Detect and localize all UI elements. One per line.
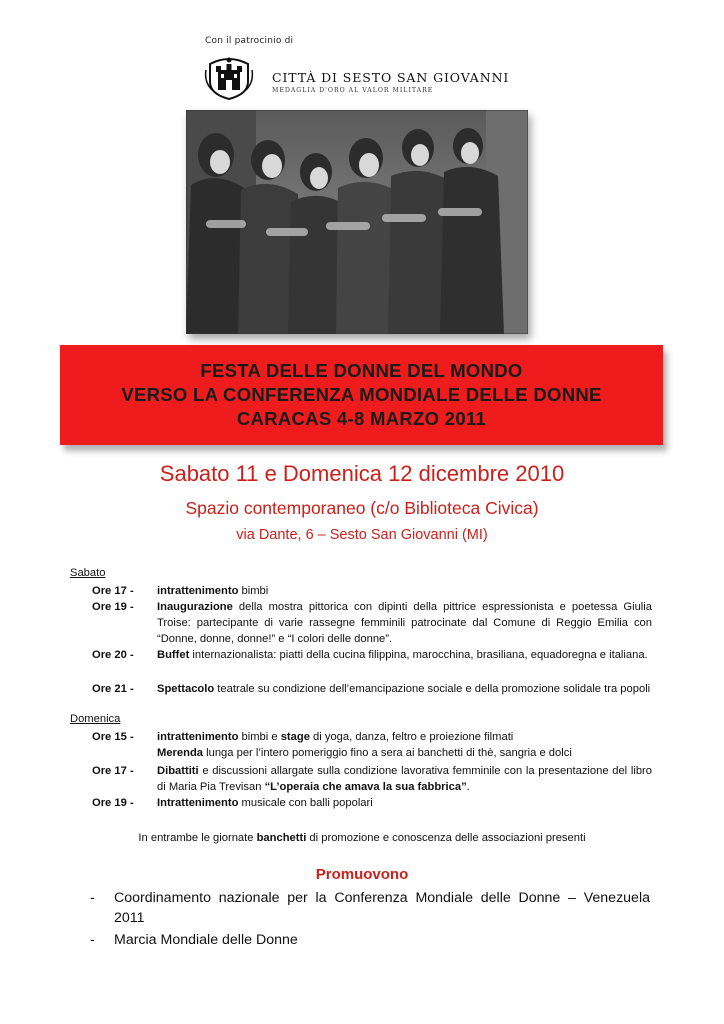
program-description	[157, 599, 652, 647]
program-description	[157, 681, 652, 697]
program-text: della mostra pittorica con dipinti della pittrice espressionista e poetessa Giulia Troise: partecipante di varie rassegne femminili patrocinate dal Comune di Reggio Emilia con “Donne, donne, donne!” e “I colori delle donne”.	[157, 601, 652, 645]
bullet-dash-icon: -	[90, 932, 95, 948]
associations-note-bold: banchetti	[256, 832, 307, 844]
program-lead: Dibattiti	[157, 765, 199, 777]
program-lead: Intrattenimento	[157, 797, 239, 809]
program-lead-2: “L’operaia che amava la sua fabbrica”	[264, 781, 467, 793]
city-crest-icon	[204, 56, 254, 100]
historical-photo-icon	[186, 110, 528, 334]
promoters-heading: Promuovono	[315, 866, 409, 883]
associations-note	[0, 832, 724, 844]
patrocinio-label: Con il patrocinio di	[205, 36, 294, 46]
program-description	[157, 583, 652, 599]
program-time: Ore 21 -	[92, 683, 134, 695]
program-description	[157, 647, 652, 663]
promoter-item	[90, 888, 650, 928]
program-text-2: di yoga, danza, feltro e proiezione filmati	[309, 731, 514, 743]
banner-line-2: VERSO LA CONFERENZA MONDIALE DELLE DONNE	[121, 384, 602, 405]
city-name: CITTÀ DI SESTO SAN GIOVANNI	[272, 70, 510, 85]
sunday-label: Domenica	[70, 713, 121, 725]
event-venue: Spazio contemporaneo (c/o Biblioteca Civica)	[185, 498, 539, 518]
program-lead: intrattenimento	[157, 731, 239, 743]
event-photo	[186, 110, 528, 334]
program-description	[157, 745, 652, 761]
associations-note-post: di promozione e conoscenza delle associazioni presenti	[306, 832, 586, 844]
program-time: Ore 19 -	[92, 601, 134, 613]
event-dates: Sabato 11 e Domenica 12 dicembre 2010	[159, 461, 565, 486]
city-subtitle: MEDAGLIA D'ORO AL VALOR MILITARE	[272, 87, 434, 94]
program-text: musicale con balli popolari	[238, 797, 373, 809]
promoter-item	[90, 930, 650, 950]
bullet-dash-icon: -	[90, 890, 95, 906]
saturday-label: Sabato	[70, 567, 106, 579]
program-lead: intrattenimento	[157, 585, 239, 597]
program-description	[157, 795, 652, 811]
event-address: via Dante, 6 – Sesto San Giovanni (MI)	[236, 527, 488, 543]
program-lead: Spettacolo	[157, 683, 215, 695]
banner-line-3: CARACAS 4-8 MARZO 2011	[236, 408, 487, 429]
program-text: teatrale su condizione dell’emancipazione sociale e della promozione solidale tra popoli	[214, 683, 651, 695]
program-time: Ore 17 -	[92, 585, 134, 597]
program-lead: Buffet	[157, 649, 190, 661]
program-text: internazionalista: piatti della cucina filippina, marocchina, brasiliana, equadoregna e italiana.	[189, 649, 648, 661]
program-lead: Inaugurazione	[157, 601, 233, 613]
banner-line-1: FESTA DELLE DONNE DEL MONDO	[200, 360, 523, 381]
program-text: bimbi e	[238, 731, 281, 743]
program-text: e discussioni allargate sulla condizione lavorativa femminile con la presentazione del libro di Maria Pia Trevisan	[157, 765, 652, 793]
program-description	[157, 763, 652, 795]
program-text: bimbi	[238, 585, 269, 597]
program-time: Ore 17 -	[92, 765, 134, 777]
program-time: Ore 15 -	[92, 731, 134, 743]
program-text-2: .	[466, 781, 470, 793]
program-lead-2: stage	[280, 731, 310, 743]
program-text: lunga per l’intero pomeriggio fino a sera ai banchetti di thè, sangria e dolci	[203, 747, 572, 759]
program-lead: Merenda	[157, 747, 204, 759]
associations-note-pre: In entrambe le giornate	[138, 832, 257, 844]
program-time: Ore 19 -	[92, 797, 134, 809]
promoter-name: Coordinamento nazionale per la Conferenza Mondiale delle Donne – Venezuela 2011	[114, 890, 650, 926]
promoters-list	[90, 888, 650, 952]
title-banner	[60, 345, 663, 445]
program-description	[157, 729, 652, 745]
promoter-name: Marcia Mondiale delle Donne	[114, 932, 298, 948]
program-time: Ore 20 -	[92, 649, 134, 661]
city-logo	[204, 56, 524, 100]
